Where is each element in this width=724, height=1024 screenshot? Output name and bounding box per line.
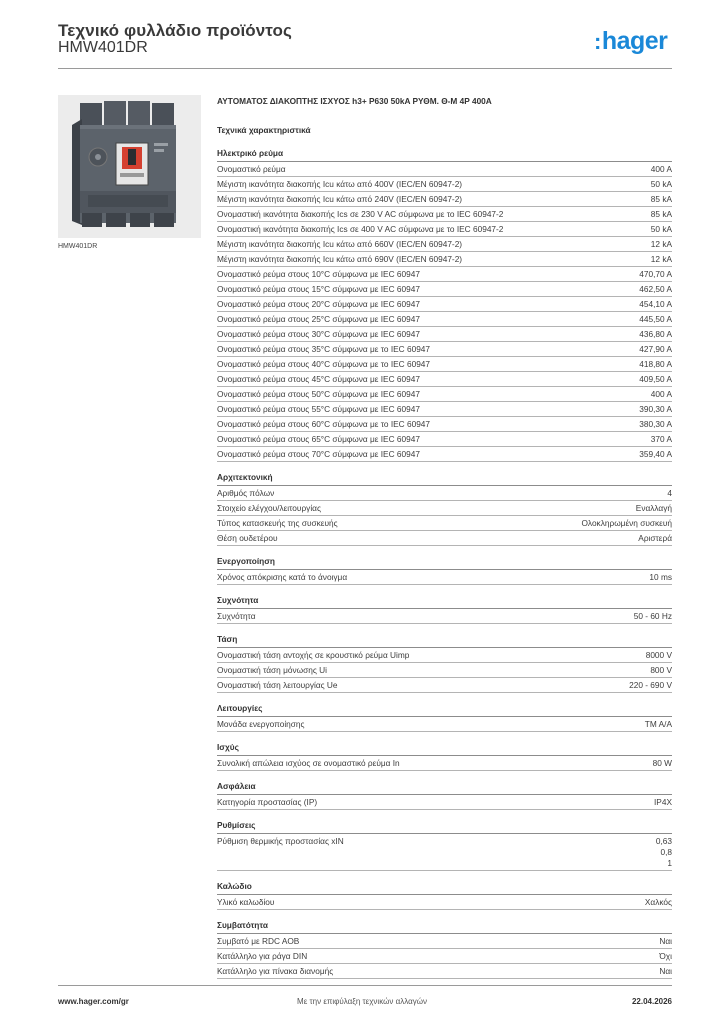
- spec-label: Ονομαστικό ρεύμα στους 65°C σύμφωνα με IEC 60947: [217, 434, 420, 444]
- spec-content: [217, 96, 672, 989]
- spec-row: [217, 570, 672, 585]
- spec-value: 454,10 A: [639, 299, 672, 309]
- footer-date: 22.04.2026: [631, 997, 672, 1006]
- product-code: HMW401DR: [58, 39, 148, 56]
- spec-label: Κατάλληλο για πίνακα διανομής: [217, 966, 334, 976]
- spec-value: 4: [667, 488, 672, 498]
- spec-section: [217, 781, 672, 810]
- spec-value: 85 kA: [650, 194, 672, 204]
- spec-value: 8000 V: [645, 650, 672, 660]
- spec-label: Ονομαστική τάση λειτουργίας Ue: [217, 680, 338, 690]
- spec-value-line: 0,63: [655, 836, 672, 846]
- spec-row: [217, 342, 672, 357]
- spec-row: [217, 387, 672, 402]
- technical-characteristics-heading: Τεχνικά χαρακτηριστικά: [217, 125, 311, 135]
- spec-value: 390,30 A: [639, 404, 672, 414]
- spec-label: Συμβατό με RDC AOB: [217, 936, 300, 946]
- spec-label: Ονομαστικό ρεύμα στους 55°C σύμφωνα με IEC 60947: [217, 404, 420, 414]
- spec-value: Εναλλαγή: [635, 503, 672, 513]
- spec-row: [217, 417, 672, 432]
- spec-value-line: 1: [667, 858, 672, 868]
- spec-section: [217, 556, 672, 585]
- spec-value: 445,50 A: [639, 314, 672, 324]
- product-image-caption: HMW401DR: [58, 243, 98, 250]
- spec-row: [217, 609, 672, 624]
- spec-section: [217, 595, 672, 624]
- hager-logo: :hager: [594, 27, 668, 55]
- spec-row: [217, 795, 672, 810]
- spec-section: [217, 742, 672, 771]
- spec-value: 80 W: [652, 758, 672, 768]
- spec-value: 400 A: [650, 389, 672, 399]
- spec-value: 50 - 60 Hz: [633, 611, 672, 621]
- spec-label: Ονομαστική ικανότητα διακοπής Ics σε 230 V AC σύμφωνα με το IEC 60947-2: [217, 209, 504, 219]
- spec-label: Ονομαστικό ρεύμα στους 10°C σύμφωνα με IEC 60947: [217, 269, 420, 279]
- spec-row: [217, 663, 672, 678]
- spec-row: [217, 447, 672, 462]
- spec-row: [217, 949, 672, 964]
- logo-text: hager: [601, 27, 668, 55]
- spec-value: 400 A: [650, 164, 672, 174]
- spec-label: Ονομαστικό ρεύμα στους 25°C σύμφωνα με IEC 60947: [217, 314, 420, 324]
- spec-row: [217, 895, 672, 910]
- spec-label: Μονάδα ενεργοποίησης: [217, 719, 305, 729]
- spec-label: Θέση ουδετέρου: [217, 533, 278, 543]
- spec-value: 380,30 A: [639, 419, 672, 429]
- spec-label: Ονομαστικό ρεύμα στους 70°C σύμφωνα με IEC 60947: [217, 449, 420, 459]
- section-title: Ενεργοποίηση: [217, 556, 672, 570]
- spec-value: 418,80 A: [639, 359, 672, 369]
- spec-label: Ονομαστικό ρεύμα στους 40°C σύμφωνα με το IEC 60947: [217, 359, 431, 369]
- spec-label: Ονομαστικό ρεύμα στους 45°C σύμφωνα με IEC 60947: [217, 374, 420, 384]
- spec-label: Κατάλληλο για ράγα DIN: [217, 951, 308, 961]
- spec-sections: [217, 148, 672, 979]
- spec-section: [217, 820, 672, 871]
- spec-label: Ονομαστικό ρεύμα στους 50°C σύμφωνα με IEC 60947: [217, 389, 420, 399]
- spec-row: [217, 402, 672, 417]
- spec-label: Ονομαστικό ρεύμα στους 35°C σύμφωνα με το IEC 60947: [217, 344, 431, 354]
- spec-label: Ονομαστική τάση αντοχής σε κρουστικό ρεύμα Uimp: [217, 650, 410, 660]
- spec-row: [217, 237, 672, 252]
- document-title: Τεχνικό φυλλάδιο προϊόντος: [58, 21, 292, 40]
- footer-website: www.hager.com/gr: [58, 997, 129, 1006]
- spec-value: 12 kA: [650, 254, 672, 264]
- spec-label: Τύπος κατασκευής της συσκευής: [217, 518, 338, 528]
- spec-label: Μέγιστη ικανότητα διακοπής Icu κάτω από 400V (IEC/EN 60947-2): [217, 179, 463, 189]
- spec-label: Ονομαστικό ρεύμα στους 60°C σύμφωνα με το IEC 60947: [217, 419, 431, 429]
- spec-row: [217, 678, 672, 693]
- spec-label: Ρύθμιση θερμικής προστασίας xIN: [217, 836, 344, 846]
- spec-value: 409,50 A: [639, 374, 672, 384]
- spec-row: [217, 297, 672, 312]
- spec-row: [217, 756, 672, 771]
- spec-row: [217, 834, 672, 871]
- spec-value-line: 0,8: [660, 847, 672, 857]
- spec-label: Ονομαστική τάση μόνωσης Ui: [217, 665, 327, 675]
- product-description: ΑΥΤΟΜΑΤΟΣ ΔΙΑΚΟΠΤΗΣ ΙΣΧΥΟΣ h3+ P630 50kA ΡΥΘΜ. Θ-Μ 4P 400A: [217, 96, 492, 106]
- spec-label: Κατηγορία προστασίας (IP): [217, 797, 318, 807]
- spec-section: [217, 881, 672, 910]
- spec-value: 436,80 A: [639, 329, 672, 339]
- spec-section: [217, 634, 672, 693]
- spec-label: Ονομαστικό ρεύμα στους 15°C σύμφωνα με IEC 60947: [217, 284, 420, 294]
- section-title: Λειτουργίες: [217, 703, 672, 717]
- spec-label: Συχνότητα: [217, 611, 256, 621]
- spec-row: [217, 192, 672, 207]
- spec-label: Ονομαστικό ρεύμα στους 20°C σύμφωνα με IEC 60947: [217, 299, 420, 309]
- spec-value: Ολοκληρωμένη συσκευή: [581, 518, 672, 528]
- spec-label: Χρόνος απόκρισης κατά το άνοιγμα: [217, 572, 348, 582]
- spec-row: [217, 312, 672, 327]
- spec-row: [217, 162, 672, 177]
- spec-value: 359,40 A: [639, 449, 672, 459]
- spec-value: 85 kA: [650, 209, 672, 219]
- product-image: [58, 95, 201, 238]
- spec-value: 462,50 A: [639, 284, 672, 294]
- header-divider: [58, 68, 672, 69]
- spec-value: 12 kA: [650, 239, 672, 249]
- spec-value: 220 - 690 V: [629, 680, 672, 690]
- footer-divider: [58, 985, 672, 986]
- section-title: Συχνότητα: [217, 595, 672, 609]
- spec-row: [217, 516, 672, 531]
- spec-row: [217, 432, 672, 447]
- spec-row: [217, 327, 672, 342]
- spec-row: [217, 934, 672, 949]
- spec-label: Αριθμός πόλων: [217, 488, 275, 498]
- section-title: Συμβατότητα: [217, 920, 672, 934]
- spec-value: [656, 836, 672, 869]
- spec-value: 427,90 A: [639, 344, 672, 354]
- spec-row: [217, 501, 672, 516]
- spec-row: [217, 357, 672, 372]
- section-title: Ασφάλεια: [217, 781, 672, 795]
- spec-label: Ονομαστικό ρεύμα: [217, 164, 286, 174]
- spec-row: [217, 177, 672, 192]
- spec-section: [217, 920, 672, 979]
- spec-section: [217, 703, 672, 732]
- spec-label: Στοιχείο ελέγχου/λειτουργίας: [217, 503, 321, 513]
- spec-value: Ναι: [659, 966, 672, 976]
- spec-value: 800 V: [650, 665, 672, 675]
- spec-row: [217, 717, 672, 732]
- section-title: Τάση: [217, 634, 672, 648]
- spec-row: [217, 964, 672, 979]
- footer-note: Με την επιφύλαξη τεχνικών αλλαγών: [297, 997, 427, 1006]
- spec-row: [217, 267, 672, 282]
- spec-row: [217, 252, 672, 267]
- spec-label: Μέγιστη ικανότητα διακοπής Icu κάτω από 240V (IEC/EN 60947-2): [217, 194, 463, 204]
- spec-label: Μέγιστη ικανότητα διακοπής Icu κάτω από 690V (IEC/EN 60947-2): [217, 254, 463, 264]
- spec-row: [217, 207, 672, 222]
- spec-value: Ναι: [659, 936, 672, 946]
- spec-value: 50 kA: [650, 179, 672, 189]
- section-title: Αρχιτεκτονική: [217, 472, 672, 486]
- spec-value: IP4X: [654, 797, 672, 807]
- section-title: Ισχύς: [217, 742, 672, 756]
- spec-label: Συνολική απώλεια ισχύος σε ονομαστικό ρεύμα In: [217, 758, 400, 768]
- spec-value: Όχι: [659, 951, 672, 961]
- spec-label: Ονομαστικό ρεύμα στους 30°C σύμφωνα με IEC 60947: [217, 329, 420, 339]
- section-title: Ρυθμίσεις: [217, 820, 672, 834]
- spec-row: [217, 372, 672, 387]
- spec-value: 370 A: [650, 434, 672, 444]
- spec-value: 10 ms: [649, 572, 672, 582]
- section-title: Ηλεκτρικό ρεύμα: [217, 148, 672, 162]
- spec-row: [217, 648, 672, 663]
- spec-section: [217, 472, 672, 546]
- spec-value: 470,70 A: [639, 269, 672, 279]
- spec-label: Υλικό καλωδίου: [217, 897, 275, 907]
- spec-row: [217, 222, 672, 237]
- spec-value: Αριστερά: [638, 533, 672, 543]
- section-title: Καλώδιο: [217, 881, 672, 895]
- spec-section: [217, 148, 672, 462]
- spec-value: Χαλκός: [644, 897, 672, 907]
- spec-value: TM A/A: [644, 719, 672, 729]
- spec-row: [217, 282, 672, 297]
- spec-row: [217, 531, 672, 546]
- spec-label: Ονομαστική ικανότητα διακοπής Ics σε 400 V AC σύμφωνα με το IEC 60947-2: [217, 224, 504, 234]
- spec-row: [217, 486, 672, 501]
- spec-value: 50 kA: [650, 224, 672, 234]
- spec-label: Μέγιστη ικανότητα διακοπής Icu κάτω από 660V (IEC/EN 60947-2): [217, 239, 463, 249]
